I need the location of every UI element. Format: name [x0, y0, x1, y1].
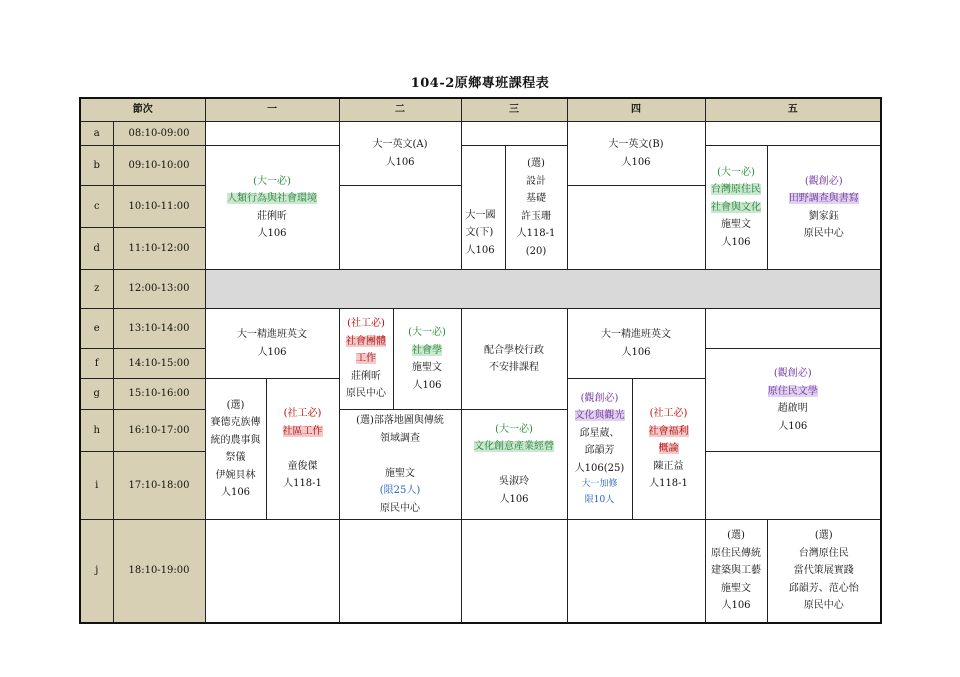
course-fri-indigenous-literature	[705, 349, 881, 452]
course-name-line2: 建築與工藝	[711, 565, 761, 576]
course-teacher: 陳正益	[653, 460, 684, 472]
period-code: c	[80, 186, 113, 228]
course-teacher: 伊婉貝林	[215, 469, 256, 481]
course-room: 人106	[220, 487, 251, 498]
course-teacher: 許玉珊	[521, 210, 551, 222]
course-name: 文化與觀光	[574, 410, 625, 421]
course-wed-admin-block	[461, 309, 567, 410]
period-header: 節次	[80, 98, 205, 122]
course-name-line2: 文(下)	[465, 227, 494, 238]
course-teacher: 邱韻芳、范心怡	[788, 582, 859, 594]
course-teacher-1: 邱星葳、	[579, 427, 620, 439]
course-name: 原住民文學	[767, 385, 818, 397]
course-tag: (社工必)	[649, 408, 688, 420]
course-room: 原民中心	[803, 600, 844, 611]
period-time: 10:10-11:00	[113, 186, 205, 228]
course-tue-english-a	[339, 122, 461, 186]
day-header-wed: 三	[461, 98, 567, 122]
period-time: 08:10-09:00	[113, 122, 205, 146]
empty-cell	[705, 122, 881, 146]
course-thu-culture-tourism	[567, 379, 632, 520]
course-room: 人118-1	[649, 478, 688, 490]
course-tag: (社工必)	[283, 408, 322, 420]
course-fri-fieldwork	[767, 146, 881, 270]
course-room: 人106	[257, 346, 287, 358]
empty-cell	[567, 520, 705, 623]
course-tag: (觀創必)	[580, 392, 619, 404]
period-code: z	[80, 270, 113, 309]
day-header-fri: 五	[705, 98, 881, 122]
course-room: 人106	[257, 228, 287, 239]
course-name: 大一英文(B)	[608, 139, 664, 150]
course-fri-curation-practice	[767, 520, 881, 623]
course-room: 原民中心	[346, 388, 386, 400]
period-time: 13:10-14:00	[113, 309, 205, 349]
course-wed-design	[505, 146, 567, 270]
course-fri-architecture-craft	[705, 520, 767, 623]
period-code: d	[80, 228, 113, 270]
period-time: 11:10-12:00	[113, 228, 205, 270]
course-tag: (選)	[727, 530, 745, 541]
course-extra: (20)	[525, 245, 547, 257]
course-tag: (選)	[814, 530, 833, 541]
table-row	[80, 520, 881, 623]
course-tag: (社工必)	[347, 318, 385, 330]
course-thu-english-b	[567, 122, 705, 186]
lunch-row	[80, 270, 881, 309]
course-teacher: 趙啟明	[777, 403, 808, 414]
day-header-tue: 二	[339, 98, 461, 122]
course-name-line1: 台灣原住民	[711, 184, 761, 196]
course-tag: (大一必)	[495, 423, 533, 435]
page-title: 104-2原鄉專班課程表	[410, 76, 550, 91]
course-tag: (大一必)	[253, 175, 291, 187]
period-time: 15:10-16:00	[113, 379, 205, 410]
empty-cell	[567, 186, 705, 270]
course-room: 人106	[721, 236, 751, 248]
course-teacher: 童俊傑	[287, 460, 318, 472]
course-teacher: 施聖文	[721, 582, 751, 594]
course-note-2: 限10人	[584, 494, 615, 505]
course-name: 社區工作	[282, 425, 323, 437]
course-tag: (選)	[226, 399, 245, 411]
course-teacher: 施聖文	[385, 467, 415, 479]
period-code: a	[80, 122, 113, 146]
empty-cell	[705, 452, 881, 520]
course-mon-seediq-tradition	[205, 379, 266, 520]
table-row	[80, 122, 881, 146]
empty-cell	[339, 186, 461, 270]
course-room: 人106	[499, 493, 529, 505]
day-header-thu: 四	[567, 98, 705, 122]
course-room: 原民中心	[380, 502, 420, 514]
course-name-line2: 當代策展實踐	[793, 565, 854, 576]
course-name-line1: 社會團體	[346, 335, 386, 347]
notice-line1: 配合學校行政	[484, 344, 544, 356]
course-limit: (限25人)	[379, 485, 421, 496]
course-mon-english-advanced	[205, 309, 339, 379]
course-room: 人118-1	[283, 478, 322, 490]
course-room: 人118-1	[516, 228, 556, 239]
course-tag: (觀創必)	[773, 368, 812, 379]
period-code: b	[80, 146, 113, 186]
period-code: g	[80, 379, 113, 410]
course-note-1: 大一加修	[581, 479, 618, 489]
course-room: 人106	[465, 244, 495, 256]
course-name: 田野調查與書寫	[788, 193, 859, 204]
course-room: 人106	[412, 379, 442, 391]
course-name: 文化創意產業經營	[474, 441, 554, 453]
course-name-line1: 設計	[526, 175, 546, 187]
course-thu-english-advanced	[567, 309, 705, 379]
course-teacher: 吳淑玲	[499, 476, 529, 488]
period-time: 09:10-10:00	[113, 146, 205, 186]
course-wed-creative-industry	[461, 410, 567, 520]
empty-cell	[461, 122, 567, 146]
period-code: j	[80, 520, 113, 623]
period-code: i	[80, 452, 113, 520]
course-name-line2: 統的農事與	[210, 434, 261, 446]
course-tag: (選)	[527, 158, 545, 169]
course-teacher: 莊俐昕	[351, 370, 381, 382]
course-tag: (大一必)	[408, 327, 446, 338]
course-name-line1: 大一國	[465, 209, 496, 221]
period-time: 12:00-13:00	[113, 270, 205, 309]
course-room: 人106	[621, 156, 651, 168]
course-room: 人106	[778, 420, 808, 432]
course-name-line2: 社會與文化	[711, 201, 761, 213]
course-mon-human-behavior	[205, 146, 339, 270]
period-code: h	[80, 410, 113, 452]
course-wed-chinese	[461, 146, 505, 270]
course-fri-indigenous-society	[705, 146, 767, 270]
course-name: 大一精進班英文	[601, 329, 671, 340]
empty-cell	[339, 520, 461, 623]
course-name-line2: 工作	[356, 353, 376, 365]
empty-cell	[461, 520, 567, 623]
course-room: 原民中心	[803, 228, 844, 239]
course-teacher: 施聖文	[721, 219, 751, 231]
course-tue-group-work	[339, 309, 393, 410]
period-code: f	[80, 349, 113, 379]
course-tag: (大一必)	[717, 166, 755, 178]
course-tue-tribal-mapping	[339, 410, 461, 520]
course-name-line1: 台灣原住民	[798, 547, 849, 559]
period-time: 16:10-17:00	[113, 410, 205, 452]
course-room: 人106	[621, 346, 651, 358]
course-tag: (觀創必)	[804, 175, 843, 187]
header-row	[80, 98, 881, 122]
course-name-line1: 原住民傳統	[711, 547, 761, 559]
period-time: 14:10-15:00	[113, 349, 205, 379]
course-name-line2: 領域調查	[380, 432, 420, 444]
period-time: 17:10-18:00	[113, 452, 205, 520]
course-room: 人106(25)	[574, 462, 625, 474]
table-row	[80, 146, 881, 186]
table-row	[80, 309, 881, 349]
period-code: e	[80, 309, 113, 349]
course-name-line2: 基礎	[526, 193, 546, 204]
course-name-line3: 祭儀	[225, 452, 246, 463]
course-teacher: 施聖文	[412, 362, 442, 373]
period-time: 18:10-19:00	[113, 520, 205, 623]
course-mon-community-work	[266, 379, 339, 520]
course-name: 社會學	[412, 344, 442, 356]
course-name: 大一精進班英文	[237, 329, 307, 340]
course-name-line2: 概論	[658, 443, 679, 455]
course-name-line1: 社會福利	[648, 425, 689, 437]
empty-cell	[205, 520, 339, 623]
course-name: 人類行為與社會環境	[227, 193, 317, 204]
course-teacher-2: 邱韻芳	[584, 445, 615, 456]
empty-cell	[705, 309, 881, 349]
schedule-table	[79, 97, 882, 624]
course-name-line1: 賽德克族傳	[210, 417, 261, 428]
course-room: 人106	[385, 156, 415, 168]
course-name-line1: (選)部落地圖與傳統	[356, 415, 444, 426]
course-room: 人106	[721, 600, 751, 611]
course-name: 大一英文(A)	[372, 139, 428, 150]
course-teacher: 莊俐昕	[257, 210, 287, 222]
empty-cell	[205, 122, 339, 146]
course-teacher: 劉家鈺	[808, 210, 839, 222]
course-tue-sociology	[393, 309, 461, 410]
course-thu-social-welfare	[632, 379, 705, 520]
day-header-mon: 一	[205, 98, 339, 122]
notice-line2: 不安排課程	[489, 362, 539, 373]
lunch-break	[205, 270, 881, 309]
